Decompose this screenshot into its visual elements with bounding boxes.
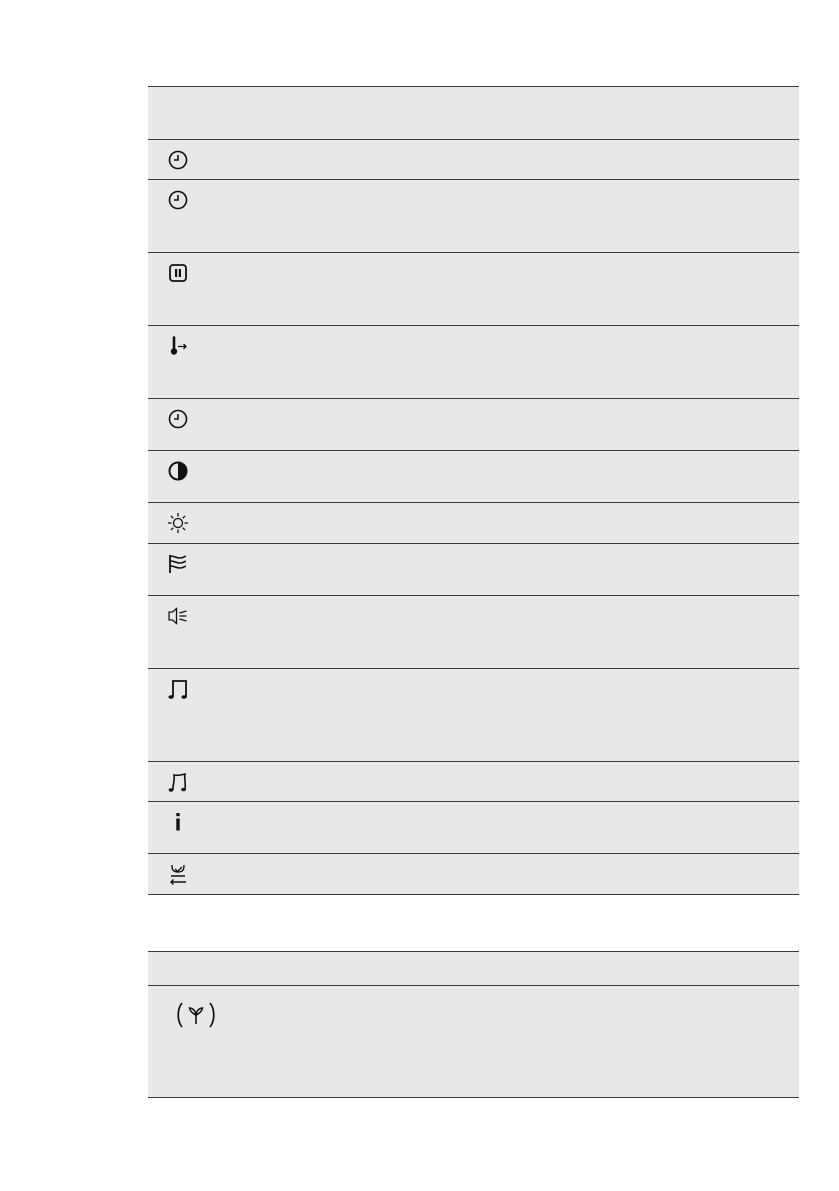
fan-icon	[175, 1000, 217, 1030]
table-row	[148, 253, 799, 326]
thermometer-arrow-icon	[166, 334, 190, 358]
sun-brightness-icon	[166, 511, 190, 535]
table-row	[148, 854, 799, 895]
table-header-row	[148, 952, 799, 986]
clock-icon	[166, 407, 190, 431]
clock-icon	[166, 188, 190, 212]
pause-icon	[166, 261, 190, 285]
table-row	[148, 762, 799, 802]
table-row	[148, 503, 799, 544]
table-row	[148, 669, 799, 762]
info-icon	[166, 810, 190, 834]
table-row	[148, 326, 799, 399]
music-note-icon	[166, 677, 190, 701]
check-return-icon	[166, 862, 190, 886]
clock-icon	[166, 148, 190, 172]
table-row	[148, 180, 799, 253]
table-row	[148, 399, 799, 451]
fan-table	[148, 951, 799, 1098]
music-note-alt-icon	[166, 770, 190, 794]
table-row	[148, 140, 799, 180]
table-row	[148, 451, 799, 503]
table-row	[148, 544, 799, 596]
table-row	[148, 986, 799, 1098]
waves-flag-icon	[166, 552, 190, 576]
table-row	[148, 802, 799, 854]
table-row	[148, 596, 799, 669]
table-header-row	[148, 87, 799, 140]
speaker-volume-icon	[166, 604, 190, 628]
settings-table	[148, 86, 799, 895]
contrast-icon	[166, 459, 190, 483]
